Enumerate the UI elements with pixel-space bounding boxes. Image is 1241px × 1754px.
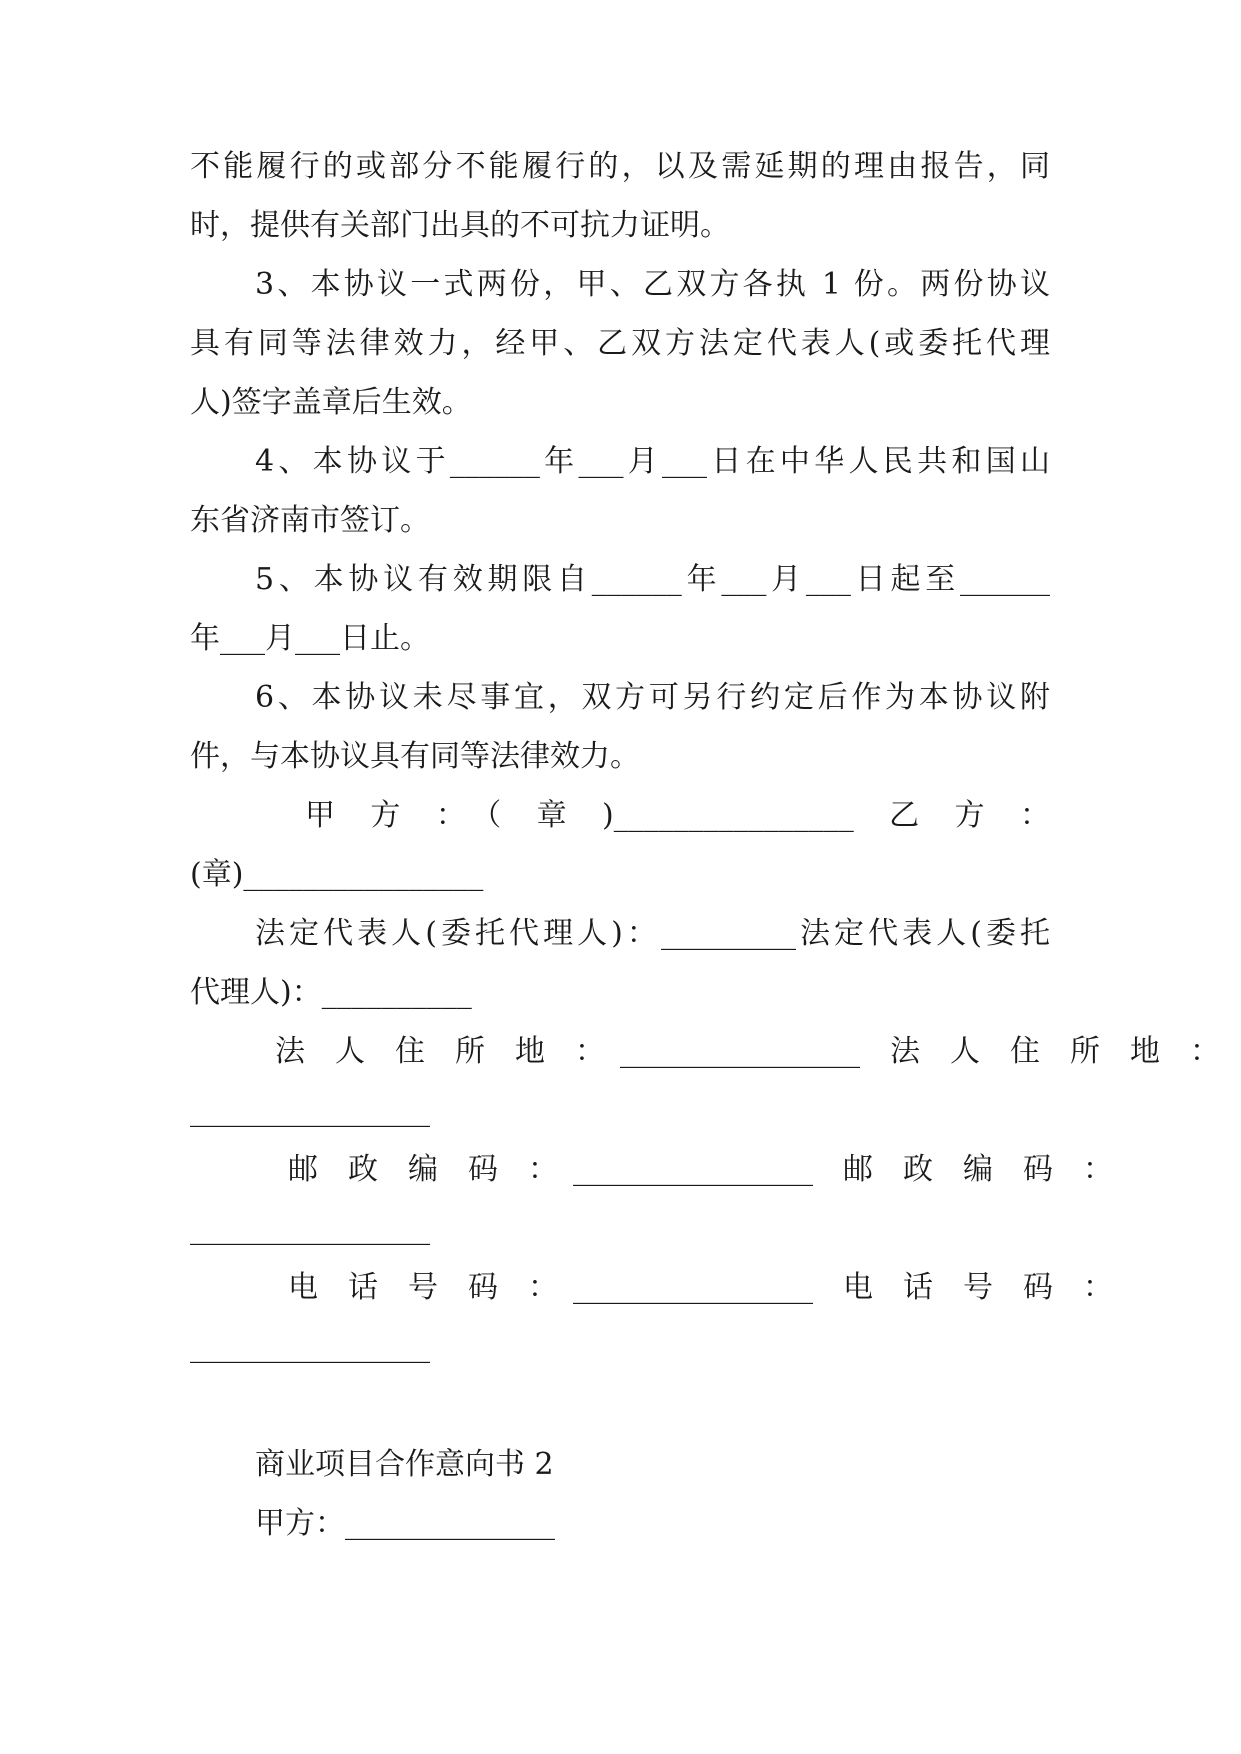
text-line: 人)签字盖章后生效。 [190,385,472,420]
legal-representative-line: 法定代表人(委托代理人)：_________法定代表人(委托 [255,916,1050,951]
text-line: 东省济南市签订。 [190,503,430,538]
text-line: 代理人)：__________ [190,975,472,1010]
text-line: 具有同等法律效力，经甲、乙双方法定代表人(或委托代理 [190,326,1050,361]
postal-code-line: 邮 政 编 码 ： ________________ 邮 政 编 码 ： [288,1152,1113,1187]
clause-3: 3、本协议一式两份，甲、乙双方各执 1 份。两份协议 [255,267,1050,302]
clause-6: 6、本协议未尽事宜，双方可另行约定后作为本协议附 [255,680,1050,715]
text-line: 不能履行的或部分不能履行的，以及需延期的理由报告，同 [190,149,1050,184]
text-line: ________________ [190,1093,430,1128]
party-b-seal: (章)________________ [190,857,484,892]
text-line: 年___月___日止。 [190,621,430,656]
text-line: ________________ [190,1329,430,1364]
section-title: 商业项目合作意向书 2 [255,1447,554,1482]
party-a-line: 甲方：______________ [255,1506,555,1541]
phone-line: 电 话 号 码 ： ________________ 电 话 号 码 ： [288,1270,1113,1305]
text-line: 时，提供有关部门出具的不可抗力证明。 [190,208,730,243]
text-line: ________________ [190,1211,430,1246]
text-line: 件，与本协议具有同等法律效力。 [190,739,640,774]
clause-4: 4、本协议于______年___月___日在中华人民共和国山 [255,444,1050,479]
legal-address-line: 法 人 住 所 地 ： ________________ 法 人 住 所 地 ： [275,1034,1220,1069]
clause-5: 5、本协议有效期限自______年___月___日起至______ [255,562,1050,597]
party-seal-line: 甲 方 ： （ 章 )________________ 乙 方 ： [305,798,1050,833]
